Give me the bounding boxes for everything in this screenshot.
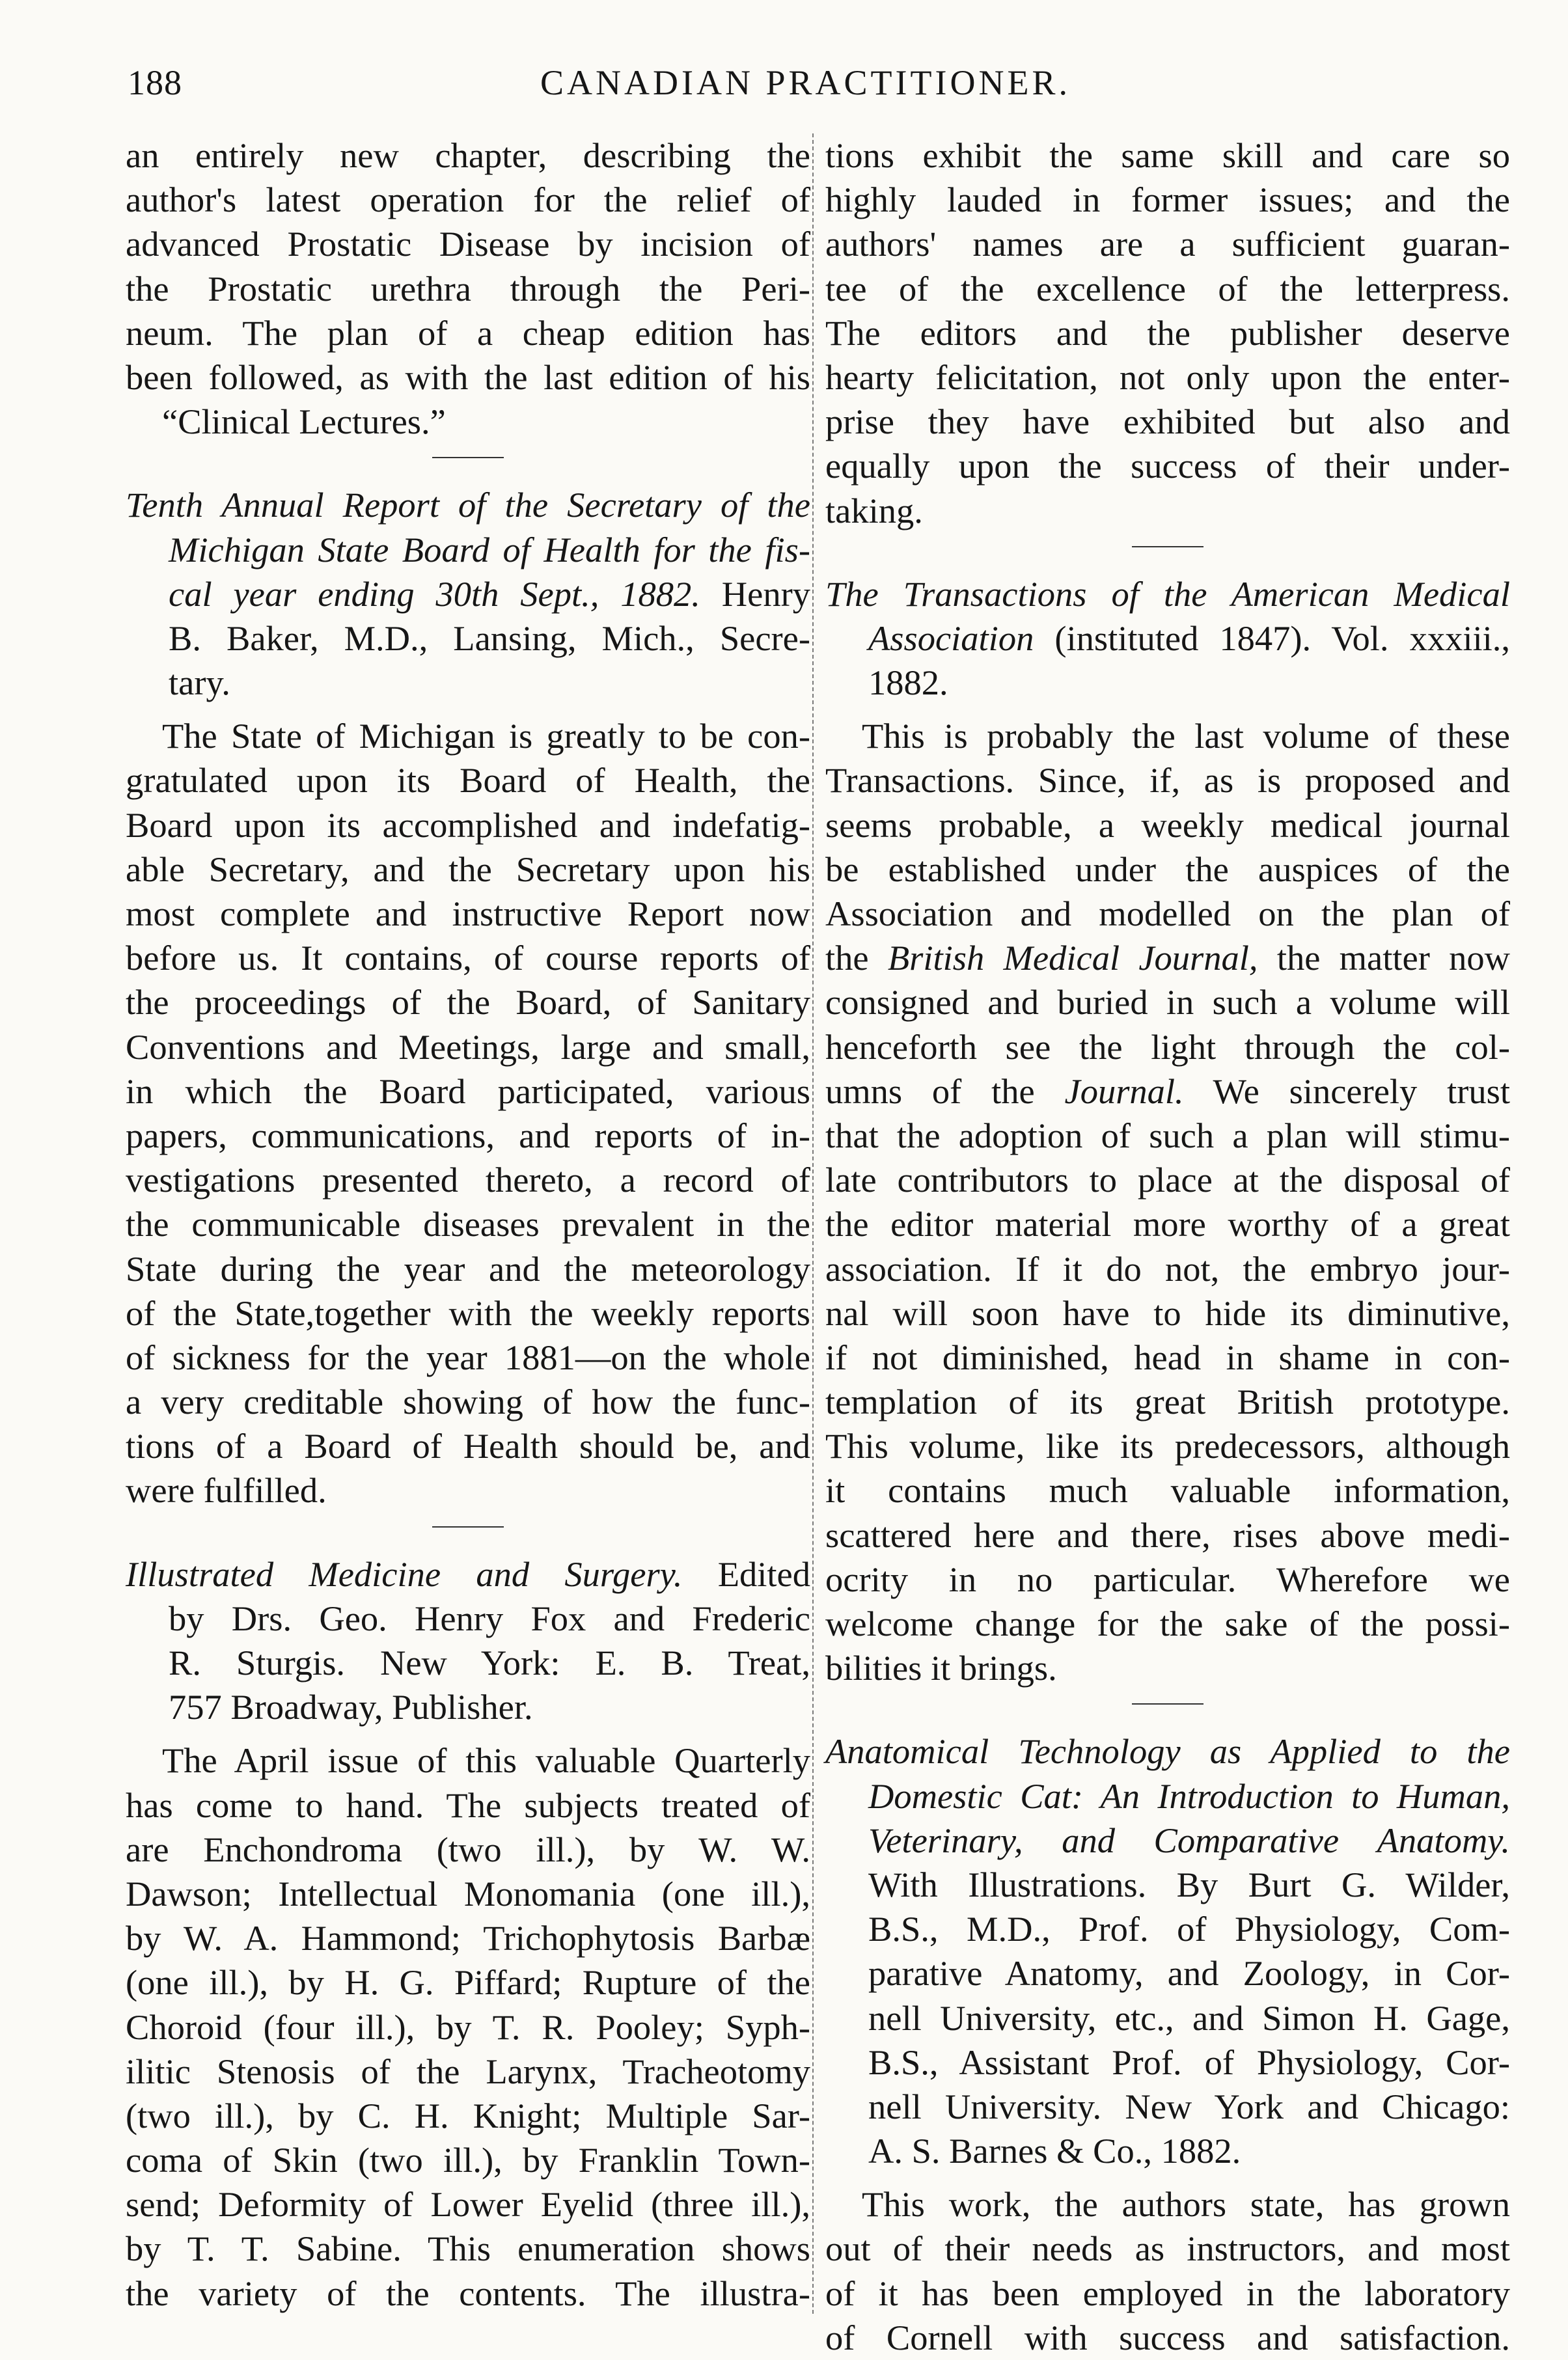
- page-number: 188: [128, 63, 182, 102]
- text-line: the communicable diseases prevalent in the: [126, 1204, 810, 1244]
- review-byline-line: B. Baker, M.D., Lansing, Mich., Secre-: [169, 618, 810, 658]
- review-title-line: Veterinary, and Comparative Anatomy.: [868, 1820, 1510, 1860]
- text-line: be established under the auspices of the: [825, 849, 1510, 889]
- text-line: The State of Michigan is greatly to be con-: [162, 716, 810, 756]
- review-byline-line: B.S., M.D., Prof. of Physiology, Com-: [868, 1909, 1510, 1949]
- text-line: nal will soon have to hide its diminutive,: [825, 1293, 1510, 1333]
- paragraph-continued: [126, 133, 810, 444]
- text-line: the proceedings of the Board, of Sanitary: [126, 982, 810, 1022]
- section-rule: [432, 457, 504, 458]
- text-line: bilities it brings.: [825, 1648, 1057, 1688]
- text-line: Board upon its accomplished and indefatig-: [126, 804, 810, 845]
- text-line: of Cornell with success and satisfaction.: [825, 2317, 1510, 2357]
- text-line: late contributors to place at the disposal of: [825, 1160, 1510, 1200]
- review-byline-line: With Illustrations. By Burt G. Wilder,: [868, 1864, 1510, 1904]
- review-title-line: Tenth Annual Report of the Secretary of the: [126, 485, 810, 525]
- text-line: prise they have exhibited but also and: [825, 402, 1510, 442]
- review-byline-line: A. S. Barnes & Co., 1882.: [868, 2131, 1241, 2171]
- review-byline-line: nell University, etc., and Simon H. Gage,: [868, 1997, 1510, 2038]
- review-byline-text: (instituted 1847). Vol. xxxiii.,: [1054, 618, 1511, 658]
- text-line: henceforth see the light through the col-: [825, 1026, 1510, 1067]
- text-line: the editor material more worthy of a great: [825, 1204, 1510, 1244]
- text-line: if not diminished, head in shame in con-: [825, 1337, 1510, 1377]
- text-line: of the State,together with the weekly reports: [126, 1293, 810, 1333]
- text-line: coma of Skin (two ill.), by Franklin Town-: [126, 2140, 810, 2180]
- text-line: by T. T. Sabine. This enumeration shows: [126, 2229, 810, 2269]
- text-line: are Enchondroma (two ill.), by W. W.: [126, 1829, 810, 1869]
- text-line: The April issue of this valuable Quarterly: [162, 1740, 810, 1781]
- text-line: ilitic Stenosis of the Larynx, Tracheotomy: [126, 2051, 810, 2091]
- text-line: has come to hand. The subjects treated of: [126, 1785, 810, 1825]
- review-byline-line: B.S., Assistant Prof. of Physiology, Cor-: [868, 2042, 1510, 2082]
- text-line: vestigations presented thereto, a record of: [126, 1160, 810, 1200]
- review-title-line: [126, 1552, 810, 1597]
- text-line: of it has been employed in the laboratory: [825, 2273, 1510, 2313]
- text-line: before us. It contains, of course reports of: [126, 938, 810, 978]
- text-line: ocrity in no particular. Wherefore we: [825, 1559, 1510, 1599]
- text-line: This is probably the last volume of these: [862, 716, 1510, 756]
- text-line: templation of its great British prototype.: [825, 1382, 1510, 1422]
- text-line: papers, communications, and reports of in-: [126, 1115, 810, 1155]
- text-line: association. If it do not, the embryo jour-: [825, 1248, 1510, 1289]
- text-line: tions of a Board of Health should be, and: [126, 1426, 810, 1466]
- text-line: by W. A. Hammond; Trichophytosis Barbæ: [126, 1918, 810, 1958]
- review-byline-line: tary.: [169, 663, 230, 703]
- text-line: gratulated upon its Board of Health, the: [126, 760, 810, 801]
- text-line: The editors and the publisher deserve: [825, 312, 1510, 353]
- review-heading-michigan: [126, 483, 810, 705]
- text-line: most complete and instructive Report now: [126, 894, 810, 933]
- review-byline-line: 1882.: [868, 663, 948, 703]
- paragraph-anatomical-technology: [825, 2182, 1510, 2360]
- text-line: a very creditable showing of how the func-: [126, 1382, 810, 1422]
- review-title-text: Illustrated Medicine and Surgery.: [126, 1554, 683, 1594]
- text-line: (two ill.), by C. H. Knight; Multiple Sar-: [126, 2095, 810, 2135]
- text-line: welcome change for the sake of the possi-: [825, 1604, 1510, 1643]
- journal-title-text: British Medical Journal,: [887, 938, 1258, 978]
- text-line: [825, 1069, 1510, 1114]
- text-line: neum. The plan of a cheap edition has: [126, 312, 810, 353]
- text-line: highly lauded in former issues; and the: [825, 180, 1510, 220]
- review-byline-text: Edited: [717, 1554, 810, 1594]
- text-line: “Clinical Lectures.”: [162, 402, 446, 442]
- section-rule: [1132, 1703, 1204, 1705]
- right-column: [825, 133, 1510, 2360]
- review-byline-line: parative Anatomy, and Zoology, in Cor-: [868, 1953, 1510, 1994]
- text-line: the Prostatic urethra through the Peri-: [126, 268, 810, 309]
- text-line: send; Deformity of Lower Eyelid (three ill.),: [126, 2184, 810, 2225]
- section-rule: [432, 1526, 504, 1528]
- text-line: that the adoption of such a plan will stimu-: [825, 1115, 1510, 1155]
- text-line: able Secretary, and the Secretary upon his: [126, 849, 810, 889]
- review-title-text: Association: [868, 618, 1034, 658]
- text-line: authors' names are a sufficient guaran-: [825, 224, 1510, 264]
- text-line: the variety of the contents. The illustra-: [126, 2273, 810, 2313]
- text-line: Transactions. Since, if, as is proposed and: [825, 760, 1510, 801]
- left-column: [126, 133, 810, 2316]
- review-heading-anatomical-technology: [825, 1729, 1510, 2173]
- review-title-line: [825, 616, 1510, 661]
- review-byline-line: 757 Broadway, Publisher.: [169, 1687, 533, 1727]
- text-line: of sickness for the year 1881—on the whole: [126, 1337, 810, 1377]
- text-line: out of their needs as instructors, and most: [825, 2229, 1510, 2269]
- review-byline-line: nell University. New York and Chicago:: [868, 2086, 1510, 2126]
- text-fragment: umns of the: [825, 1071, 1035, 1111]
- text-line: Dawson; Intellectual Monomania (one ill.),: [126, 1873, 810, 1914]
- review-title-line: The Transactions of the American Medical: [825, 573, 1510, 614]
- running-title: CANADIAN PRACTITIONER.: [540, 63, 1071, 102]
- review-byline-line: R. Sturgis. New York: E. B. Treat,: [169, 1643, 810, 1682]
- review-title-text: cal year ending 30th Sept., 1882.: [169, 573, 700, 614]
- text-line: consigned and buried in such a volume will: [825, 982, 1510, 1022]
- text-line: Choroid (four ill.), by T. R. Pooley; Syph-: [126, 2007, 810, 2047]
- text-line: State during the year and the meteorology: [126, 1248, 810, 1289]
- review-author-text: Henry: [721, 573, 810, 614]
- text-fragment: We sincerely trust: [1213, 1071, 1510, 1111]
- text-line: equally upon the success of their under-: [825, 446, 1510, 486]
- text-fragment: the: [825, 938, 869, 978]
- review-heading-transactions: [825, 572, 1510, 706]
- text-line: Conventions and Meetings, large and small,: [126, 1026, 810, 1067]
- text-line: hearty felicitation, not only upon the enter-: [825, 357, 1510, 397]
- paragraph-transactions: [825, 714, 1510, 1690]
- text-line: seems probable, a weekly medical journal: [825, 804, 1510, 845]
- page-header: [0, 62, 1568, 115]
- review-title-line: Michigan State Board of Health for the fis-: [169, 529, 810, 569]
- text-line: [825, 936, 1510, 980]
- review-title-line: Domestic Cat: An Introduction to Human,: [868, 1776, 1510, 1816]
- column-divider: [812, 133, 814, 2314]
- review-title-line: [126, 572, 810, 616]
- paragraph-illustrated-medicine-cont: [825, 133, 1510, 533]
- text-line: author's latest operation for the relief of: [126, 180, 810, 220]
- review-title-line: Anatomical Technology as Applied to the: [825, 1731, 1510, 1772]
- text-fragment: the matter now: [1276, 938, 1510, 978]
- text-line: tions exhibit the same skill and care so: [825, 135, 1510, 175]
- text-line: scattered here and there, rises above medi-: [825, 1515, 1510, 1555]
- review-heading-illustrated-medicine: [126, 1552, 810, 1730]
- text-line: it contains much valuable information,: [825, 1470, 1510, 1511]
- journal-title-text: Journal.: [1064, 1071, 1184, 1111]
- text-line: in which the Board participated, various: [126, 1071, 810, 1111]
- text-line: were fulfilled.: [126, 1470, 327, 1511]
- text-line: Association and modelled on the plan of: [825, 894, 1510, 933]
- text-line: been followed, as with the last edition of his: [126, 357, 810, 397]
- text-line: This work, the authors state, has grown: [862, 2184, 1510, 2225]
- text-line: (one ill.), by H. G. Piffard; Rupture of the: [126, 1962, 810, 2003]
- paragraph-illustrated-medicine: [126, 1738, 810, 2315]
- text-line: This volume, like its predecessors, although: [825, 1426, 1510, 1466]
- section-rule: [1132, 546, 1204, 547]
- review-byline-line: by Drs. Geo. Henry Fox and Frederic: [169, 1598, 810, 1638]
- text-line: an entirely new chapter, describing the: [126, 135, 810, 175]
- paragraph-michigan-review: [126, 714, 810, 1513]
- text-line: advanced Prostatic Disease by incision of: [126, 224, 810, 264]
- text-line: taking.: [825, 490, 923, 530]
- text-line: tee of the excellence of the letterpress.: [825, 268, 1510, 309]
